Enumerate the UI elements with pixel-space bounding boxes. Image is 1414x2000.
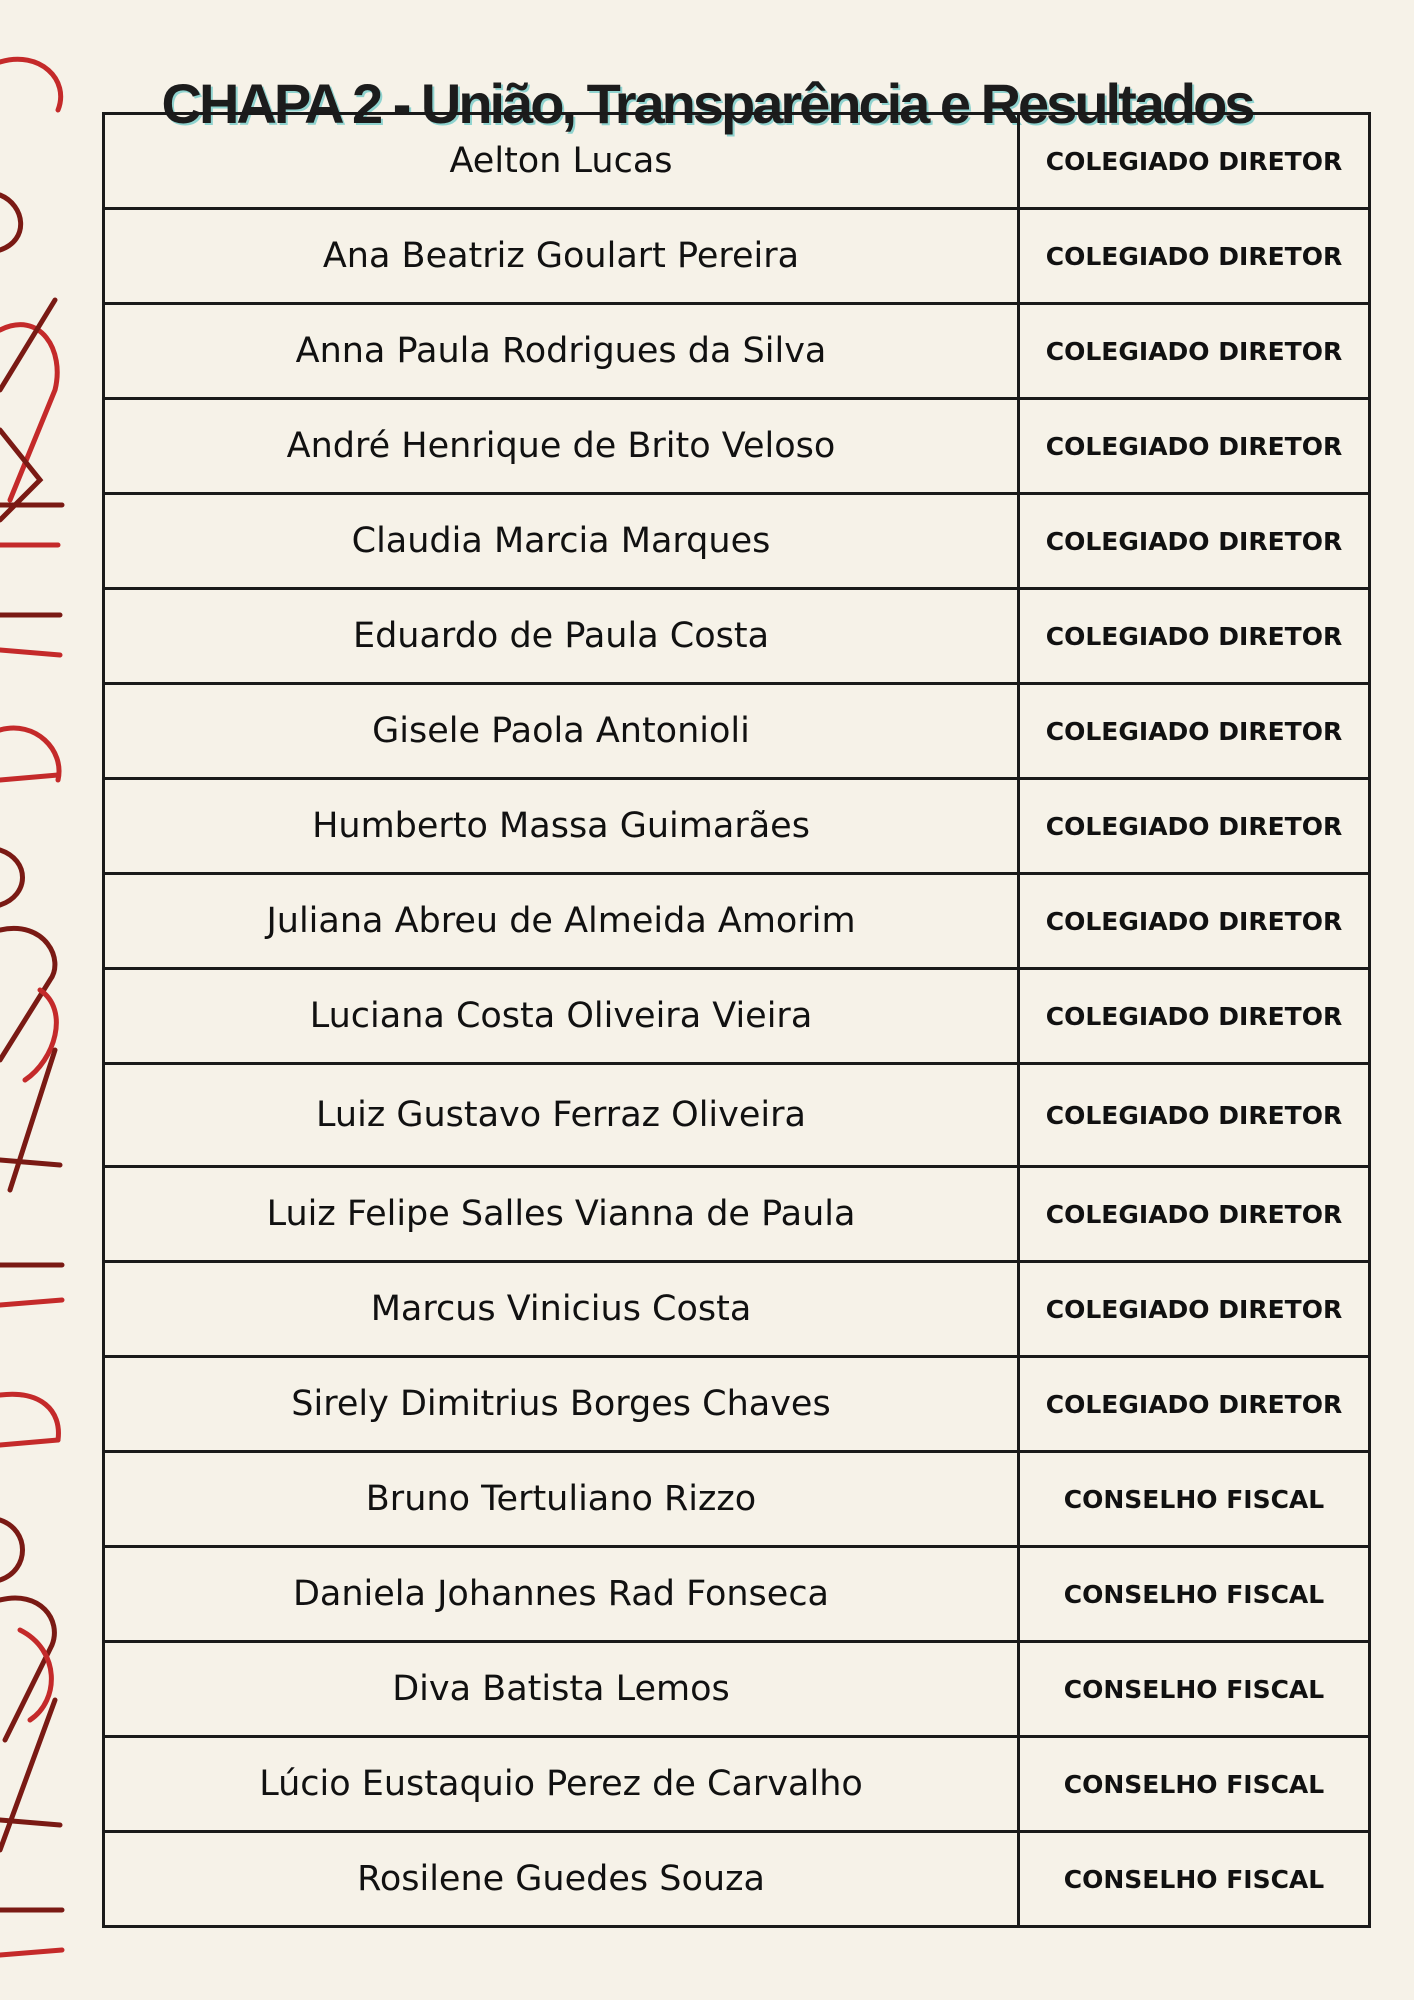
candidate-role: CONSELHO FISCAL — [1019, 1642, 1370, 1737]
decorative-border — [0, 0, 70, 2000]
candidate-name: Ana Beatriz Goulart Pereira — [104, 209, 1019, 304]
candidate-name: Lúcio Eustaquio Perez de Carvalho — [104, 1737, 1019, 1832]
candidate-role: COLEGIADO DIRETOR — [1019, 1357, 1370, 1452]
candidate-role: COLEGIADO DIRETOR — [1019, 399, 1370, 494]
candidate-role: COLEGIADO DIRETOR — [1019, 779, 1370, 874]
table-row — [104, 1262, 1370, 1357]
candidate-role: COLEGIADO DIRETOR — [1019, 1064, 1370, 1167]
candidate-role: CONSELHO FISCAL — [1019, 1737, 1370, 1832]
table-row — [104, 304, 1370, 399]
candidate-name: Luciana Costa Oliveira Vieira — [104, 969, 1019, 1064]
candidate-name: Daniela Johannes Rad Fonseca — [104, 1547, 1019, 1642]
candidate-role: COLEGIADO DIRETOR — [1019, 304, 1370, 399]
candidate-role: COLEGIADO DIRETOR — [1019, 209, 1370, 304]
candidate-name: Claudia Marcia Marques — [104, 494, 1019, 589]
candidate-name: Eduardo de Paula Costa — [104, 589, 1019, 684]
table-row — [104, 1452, 1370, 1547]
table-row — [104, 1832, 1370, 1927]
table-row — [104, 209, 1370, 304]
candidate-name: Sirely Dimitrius Borges Chaves — [104, 1357, 1019, 1452]
candidate-name: Rosilene Guedes Souza — [104, 1832, 1019, 1927]
table-row — [104, 1642, 1370, 1737]
candidate-name: Anna Paula Rodrigues da Silva — [104, 304, 1019, 399]
table-row — [104, 589, 1370, 684]
candidate-role: COLEGIADO DIRETOR — [1019, 494, 1370, 589]
candidate-role: COLEGIADO DIRETOR — [1019, 1262, 1370, 1357]
table-row — [104, 494, 1370, 589]
table-row — [104, 1737, 1370, 1832]
candidate-name: Bruno Tertuliano Rizzo — [104, 1452, 1019, 1547]
table-row — [104, 874, 1370, 969]
candidate-role: CONSELHO FISCAL — [1019, 1832, 1370, 1927]
candidate-role: COLEGIADO DIRETOR — [1019, 1167, 1370, 1262]
table-row — [104, 114, 1370, 209]
candidate-name: Luiz Gustavo Ferraz Oliveira — [104, 1064, 1019, 1167]
table-row — [104, 1357, 1370, 1452]
candidate-name: Juliana Abreu de Almeida Amorim — [104, 874, 1019, 969]
candidate-role: CONSELHO FISCAL — [1019, 1452, 1370, 1547]
table-row — [104, 684, 1370, 779]
candidate-name: Luiz Felipe Salles Vianna de Paula — [104, 1167, 1019, 1262]
table-row — [104, 1167, 1370, 1262]
table-row — [104, 969, 1370, 1064]
candidate-role: COLEGIADO DIRETOR — [1019, 684, 1370, 779]
candidate-name: Humberto Massa Guimarães — [104, 779, 1019, 874]
candidate-role: COLEGIADO DIRETOR — [1019, 874, 1370, 969]
table-row — [104, 779, 1370, 874]
candidate-name: Gisele Paola Antonioli — [104, 684, 1019, 779]
table-row — [104, 1064, 1370, 1167]
candidate-name: Diva Batista Lemos — [104, 1642, 1019, 1737]
candidate-name: Marcus Vinicius Costa — [104, 1262, 1019, 1357]
candidate-role: COLEGIADO DIRETOR — [1019, 589, 1370, 684]
table-row — [104, 399, 1370, 494]
page-title: CHAPA 2 - União, Transparência e Resultados — [161, 71, 1253, 135]
candidate-role: COLEGIADO DIRETOR — [1019, 114, 1370, 209]
candidate-name: Aelton Lucas — [104, 114, 1019, 209]
candidate-name: André Henrique de Brito Veloso — [104, 399, 1019, 494]
candidate-role: CONSELHO FISCAL — [1019, 1547, 1370, 1642]
table-row — [104, 1547, 1370, 1642]
candidate-table — [102, 112, 1371, 1928]
candidate-role: COLEGIADO DIRETOR — [1019, 969, 1370, 1064]
